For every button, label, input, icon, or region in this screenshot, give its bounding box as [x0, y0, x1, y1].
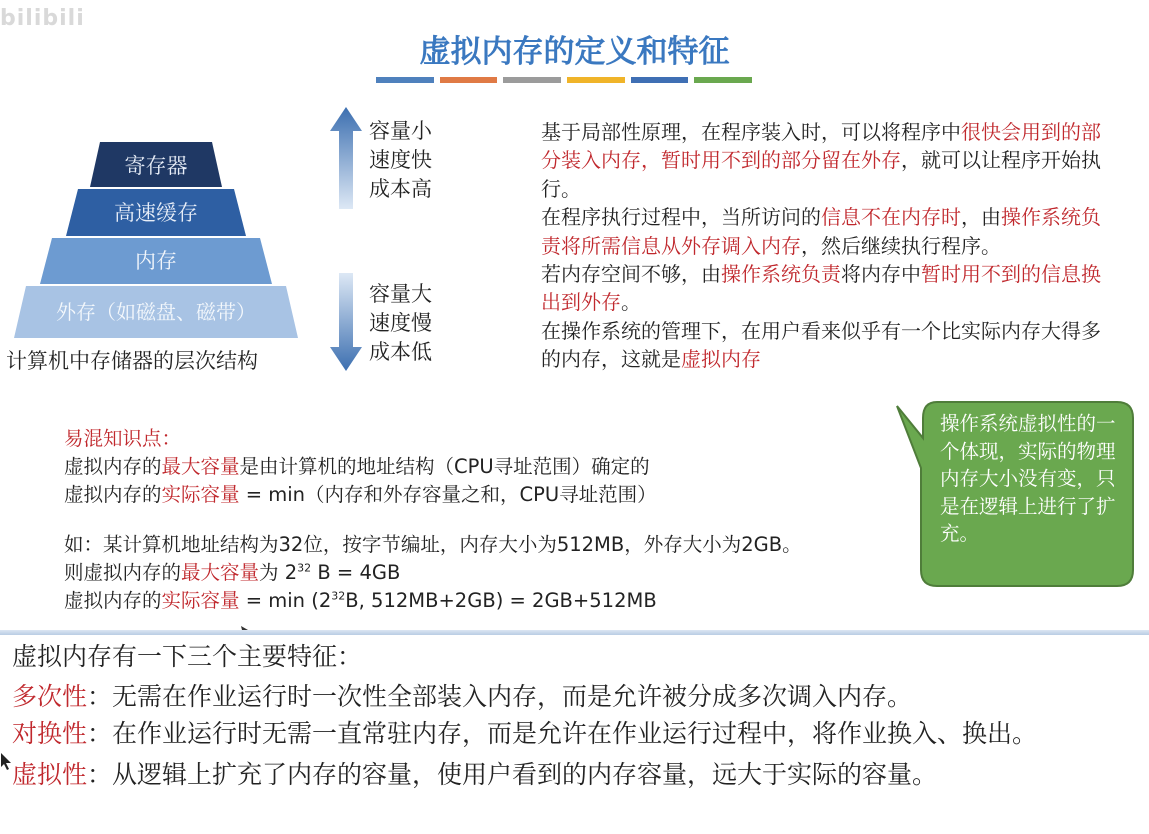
title-underline [376, 77, 752, 83]
confusing-point-line: 虚拟内存的实际容量 = min（内存和外存容量之和，CPU寻址范围） [64, 483, 657, 506]
arrow-top-label: 速度快 [369, 148, 432, 172]
arrow-bottom-label: 速度慢 [369, 311, 432, 335]
definition-paragraph: 基于局部性原理，在程序装入时，可以将程序中很快会用到的部分装入内存，暂时用不到的部分留在外存，就可以让程序开始执行。 [541, 120, 1101, 201]
section-divider [0, 630, 1149, 635]
example-line: 虚拟内存的实际容量 = $\min (2^{32}B$, 512MB+2GB) = 2GB+512MB [64, 589, 657, 612]
pyramid-label-memory: 内存 [135, 249, 177, 273]
arrow-bottom-label: 容量大 [369, 282, 432, 306]
pyramid-label-cache: 高速缓存 [114, 201, 198, 225]
arrow-bottom-labels [369, 280, 432, 367]
example-line: 则虚拟内存的最大容量为 $2^{32}$ B = 4GB [64, 561, 401, 584]
speech-bubble-text: 操作系统虚拟性的一个体现，实际的物理内存大小没有变，只是在逻辑上进行了扩充。 [940, 412, 1116, 545]
title-underline-segment [503, 77, 561, 83]
arrow-top-label: 成本高 [369, 177, 432, 201]
arrow-top-labels [369, 117, 432, 204]
title-underline-segment [694, 77, 752, 83]
definition-paragraph: 若内存空间不够，由操作系统负责将内存中暂时用不到的信息换出到外存。 [541, 262, 1101, 315]
features-intro: 虚拟内存有一下三个主要特征： [12, 642, 363, 671]
pyramid-caption: 计算机中存储器的层次结构 [6, 349, 258, 373]
feature-name: 多次性 [12, 682, 88, 711]
title-underline-segment [376, 77, 434, 83]
confusing-points-heading: 易混知识点： [64, 427, 182, 450]
confusing-point-line: 虚拟内存的最大容量是由计算机的地址结构（CPU寻址范围）确定的 [64, 455, 650, 478]
title-underline-segment [567, 77, 625, 83]
hierarchy-arrows [326, 105, 366, 375]
feature-item: 对换性：在作业运行时无需一直常驻内存，而是允许在作业运行过程中，将作业换入、换出。 [12, 719, 1038, 748]
memory-hierarchy-pyramid [12, 140, 302, 350]
title-underline-segment [631, 77, 689, 83]
feature-item: 多次性：无需在作业运行时一次性全部装入内存，而是允许被分成多次调入内存。 [12, 682, 913, 711]
arrow-up-icon [330, 107, 362, 209]
definition-paragraph: 在程序执行过程中，当所访问的信息不在内存时，由操作系统负责将所需信息从外存调入内存，然后继续执行程序。 [541, 205, 1101, 258]
definition-paragraphs [541, 118, 1101, 374]
features-section [12, 637, 1142, 795]
feature-name: 对换性 [12, 719, 88, 748]
pyramid-label-storage: 外存（如磁盘、磁带） [56, 300, 256, 324]
arrow-bottom-label: 成本低 [369, 340, 432, 364]
definition-paragraph: 在操作系统的管理下，在用户看来似乎有一个比实际内存大得多的内存，这就是虚拟内存 [541, 318, 1101, 372]
confusing-points [64, 425, 924, 615]
watermark-logo: bilibili [0, 6, 85, 31]
mouse-pointer-icon [0, 752, 12, 770]
example-line: 如：某计算机地址结构为32位，按字节编址，内存大小为512MB，外存大小为2GB。 [64, 533, 802, 556]
arrow-top-label: 容量小 [369, 119, 432, 143]
title-underline-segment [440, 77, 498, 83]
feature-item: 虚拟性：从逻辑上扩充了内存的容量，使用户看到的内存容量，远大于实际的容量。 [12, 760, 938, 789]
feature-name: 虚拟性 [12, 760, 88, 789]
pyramid-label-register: 寄存器 [124, 154, 188, 178]
page-title: 虚拟内存的定义和特征 [419, 34, 730, 70]
arrow-down-icon [330, 273, 362, 371]
